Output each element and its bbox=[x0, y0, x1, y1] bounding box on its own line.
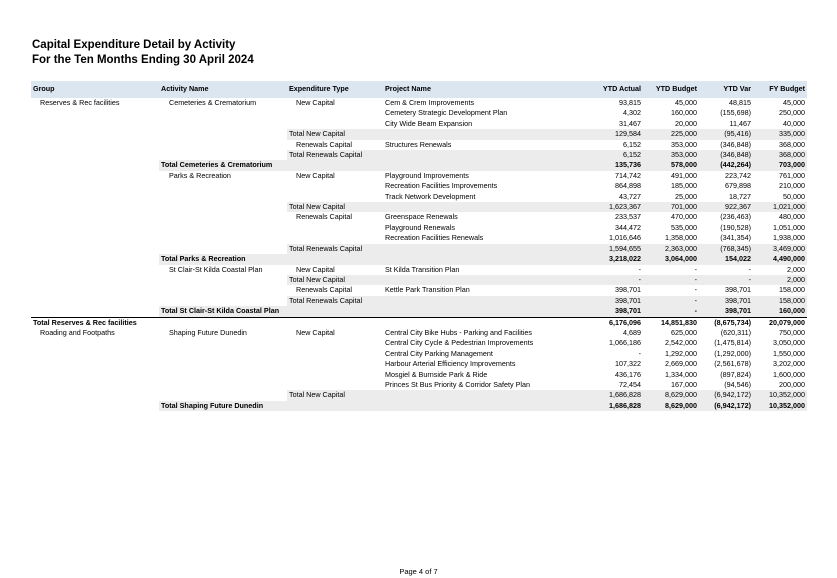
cell-ytd-var: (236,463) bbox=[720, 212, 751, 222]
cell-ytd-var: 11,467 bbox=[729, 118, 751, 128]
cell-ytd-actual: 31,467 bbox=[619, 118, 641, 128]
table-row bbox=[31, 306, 807, 317]
cell-ytd-actual: 1,686,828 bbox=[579, 401, 643, 411]
cell-activity bbox=[159, 140, 287, 150]
table-row bbox=[31, 328, 807, 338]
cell-group: Total Reserves & Rec facilities bbox=[31, 317, 159, 328]
cell-ytd-var: (897,824) bbox=[720, 369, 751, 379]
cell-fy-budget: 250,000 bbox=[779, 108, 805, 118]
cell-ytd-actual: 1,066,186 bbox=[609, 338, 641, 348]
table-header-row bbox=[31, 81, 807, 98]
cell-ytd-budget: 491,000 bbox=[671, 170, 697, 180]
cell-ytd-budget: - bbox=[694, 264, 697, 274]
cell-ytd-var: 922,367 bbox=[699, 202, 753, 212]
col-header-fy-budget: FY Budget bbox=[753, 81, 807, 98]
cell-project: Central City Parking Management bbox=[385, 348, 493, 358]
cell-ytd-var: (6,942,172) bbox=[699, 390, 753, 400]
cell-group bbox=[31, 275, 159, 285]
cell-ytd-var: 48,815 bbox=[729, 98, 751, 107]
cell-exptype: Renewals Capital bbox=[296, 285, 352, 295]
cell-ytd-actual: 3,218,022 bbox=[579, 254, 643, 264]
table-row bbox=[31, 202, 807, 212]
table-row bbox=[31, 265, 807, 275]
cell-ytd-actual: 4,302 bbox=[623, 108, 641, 118]
cell-ytd-var: 18,727 bbox=[729, 191, 751, 201]
cell-ytd-actual: 436,176 bbox=[615, 369, 641, 379]
cell-project: Greenspace Renewals bbox=[385, 212, 458, 222]
cell-ytd-actual: 93,815 bbox=[619, 98, 641, 107]
cell-fy-budget: 750,000 bbox=[779, 327, 805, 337]
cell-group bbox=[31, 338, 159, 348]
cell-ytd-var: 679,898 bbox=[725, 181, 751, 191]
cell-ytd-budget: - bbox=[643, 296, 699, 306]
cell-exptype bbox=[287, 254, 383, 264]
report-header bbox=[32, 38, 254, 68]
cell-ytd-budget: 701,000 bbox=[643, 202, 699, 212]
cell-activity: Parks & Recreation bbox=[169, 170, 231, 180]
cell-ytd-budget: 353,000 bbox=[643, 150, 699, 160]
cell-activity bbox=[159, 296, 287, 306]
table-row bbox=[31, 338, 807, 348]
cell-ytd-var: - bbox=[748, 264, 751, 274]
table-row bbox=[31, 223, 807, 233]
cell-ytd-var: (1,475,814) bbox=[714, 338, 751, 348]
col-header-ytd-var: YTD Var bbox=[699, 81, 753, 98]
cell-ytd-actual: 6,176,096 bbox=[579, 317, 643, 328]
cell-ytd-budget: 1,292,000 bbox=[665, 348, 697, 358]
cell-ytd-budget: 2,363,000 bbox=[643, 244, 699, 254]
cell-group bbox=[31, 390, 159, 400]
cell-ytd-actual: 107,322 bbox=[615, 359, 641, 369]
table-row bbox=[31, 244, 807, 254]
cell-ytd-budget: - bbox=[643, 306, 699, 317]
cell-ytd-budget: 20,000 bbox=[675, 118, 697, 128]
cell-exptype: Total Renewals Capital bbox=[287, 296, 383, 306]
table-row bbox=[31, 108, 807, 118]
cell-project bbox=[383, 202, 579, 212]
cell-ytd-budget: 578,000 bbox=[643, 160, 699, 170]
cell-group: Roading and Footpaths bbox=[40, 327, 115, 337]
cell-exptype: Total New Capital bbox=[287, 390, 383, 400]
cell-activity bbox=[159, 119, 287, 129]
cell-fy-budget: 40,000 bbox=[783, 118, 805, 128]
col-header-group: Group bbox=[31, 81, 159, 98]
cell-ytd-budget: 225,000 bbox=[643, 129, 699, 139]
report-subtitle: For the Ten Months Ending 30 April 2024 bbox=[32, 54, 254, 66]
cell-activity bbox=[159, 275, 287, 285]
cell-activity: St Clair-St Kilda Coastal Plan bbox=[169, 264, 263, 274]
cell-fy-budget: 158,000 bbox=[753, 296, 807, 306]
cell-fy-budget: 210,000 bbox=[779, 181, 805, 191]
cell-ytd-actual: 6,152 bbox=[623, 139, 641, 149]
cell-exptype bbox=[287, 192, 383, 202]
report-title: Capital Expenditure Detail by Activity bbox=[32, 39, 236, 51]
table-row bbox=[31, 140, 807, 150]
cell-ytd-var: (155,698) bbox=[720, 108, 751, 118]
cell-group bbox=[31, 233, 159, 243]
cell-ytd-var: (346,848) bbox=[720, 139, 751, 149]
col-header-exptype: Expenditure Type bbox=[287, 81, 383, 98]
table-row bbox=[31, 296, 807, 306]
cell-ytd-var: 398,701 bbox=[699, 296, 753, 306]
cell-ytd-budget: 8,629,000 bbox=[643, 390, 699, 400]
cell-fy-budget: 160,000 bbox=[753, 306, 807, 317]
cell-exptype bbox=[287, 317, 383, 328]
cell-project bbox=[383, 129, 579, 139]
cell-group bbox=[31, 296, 159, 306]
cell-activity bbox=[159, 317, 287, 328]
cell-activity bbox=[159, 285, 287, 295]
cell-fy-budget: 158,000 bbox=[779, 285, 805, 295]
cell-ytd-budget: 625,000 bbox=[671, 327, 697, 337]
cell-exptype bbox=[287, 160, 383, 170]
cell-project: Track Network Development bbox=[385, 191, 476, 201]
cell-exptype: New Capital bbox=[296, 264, 335, 274]
cell-activity bbox=[159, 108, 287, 118]
cell-group bbox=[31, 285, 159, 295]
cell-ytd-var: (620,311) bbox=[720, 327, 751, 337]
table-row bbox=[31, 401, 807, 411]
cell-ytd-actual: 1,594,655 bbox=[579, 244, 643, 254]
table-row bbox=[31, 285, 807, 295]
cell-fy-budget: 2,000 bbox=[787, 264, 805, 274]
cell-ytd-actual: - bbox=[638, 348, 641, 358]
cell-group bbox=[31, 150, 159, 160]
col-header-ytd-actual: YTD Actual bbox=[579, 81, 643, 98]
cell-group bbox=[31, 370, 159, 380]
cell-exptype bbox=[287, 181, 383, 191]
cell-ytd-budget: 535,000 bbox=[671, 222, 697, 232]
cell-ytd-actual: 43,727 bbox=[619, 191, 641, 201]
cell-fy-budget: 10,352,000 bbox=[753, 401, 807, 411]
cell-project: Harbour Arterial Efficiency Improvements bbox=[385, 359, 516, 369]
cell-fy-budget: 480,000 bbox=[779, 212, 805, 222]
cell-ytd-actual: 344,472 bbox=[615, 222, 641, 232]
cell-exptype bbox=[287, 380, 383, 390]
cell-exptype bbox=[287, 119, 383, 129]
cell-fy-budget: 1,021,000 bbox=[753, 202, 807, 212]
cell-ytd-budget: 25,000 bbox=[675, 191, 697, 201]
cell-group bbox=[31, 202, 159, 212]
cell-fy-budget: 1,550,000 bbox=[773, 348, 805, 358]
cell-project bbox=[383, 244, 579, 254]
cell-ytd-budget: 185,000 bbox=[671, 181, 697, 191]
cell-activity: Shaping Future Dunedin bbox=[169, 327, 247, 337]
cell-ytd-actual: 398,701 bbox=[615, 285, 641, 295]
cell-ytd-var: (442,264) bbox=[699, 160, 753, 170]
cell-activity bbox=[159, 181, 287, 191]
cell-ytd-var: 223,742 bbox=[725, 170, 751, 180]
page-number: Page 4 of 7 bbox=[399, 567, 438, 576]
cell-ytd-budget: 353,000 bbox=[671, 139, 697, 149]
table-row bbox=[31, 160, 807, 170]
cell-ytd-var: (8,675,734) bbox=[699, 317, 753, 328]
cell-ytd-budget: 8,629,000 bbox=[643, 401, 699, 411]
cell-exptype: New Capital bbox=[296, 327, 335, 337]
cell-ytd-var: (1,292,000) bbox=[714, 348, 751, 358]
cell-activity bbox=[159, 349, 287, 359]
cell-activity: Total Cemeteries & Crematorium bbox=[159, 160, 287, 170]
cell-ytd-actual: 135,736 bbox=[579, 160, 643, 170]
cell-ytd-var: (94,546) bbox=[724, 379, 751, 389]
cell-fy-budget: 3,469,000 bbox=[753, 244, 807, 254]
cell-fy-budget: 368,000 bbox=[779, 139, 805, 149]
cell-ytd-actual: 864,898 bbox=[615, 181, 641, 191]
table-row bbox=[31, 233, 807, 243]
cell-group bbox=[31, 108, 159, 118]
cell-fy-budget: 368,000 bbox=[753, 150, 807, 160]
cell-activity bbox=[159, 223, 287, 233]
table-row bbox=[31, 129, 807, 139]
cell-fy-budget: 335,000 bbox=[753, 129, 807, 139]
cell-project: Central City Cycle & Pedestrian Improvements bbox=[385, 338, 534, 348]
cell-group bbox=[31, 223, 159, 233]
col-header-project: Project Name bbox=[383, 81, 579, 98]
col-header-ytd-budget: YTD Budget bbox=[643, 81, 699, 98]
cell-ytd-actual: 398,701 bbox=[579, 306, 643, 317]
table-row bbox=[31, 171, 807, 181]
cell-project: Playground Renewals bbox=[385, 222, 455, 232]
table-row bbox=[31, 349, 807, 359]
cell-exptype: Total Renewals Capital bbox=[287, 150, 383, 160]
cell-ytd-var: (95,416) bbox=[699, 129, 753, 139]
cell-exptype bbox=[287, 370, 383, 380]
cell-project: Princes St Bus Priority & Corridor Safety Plan bbox=[385, 379, 530, 389]
cell-exptype bbox=[287, 349, 383, 359]
cell-project: St Kilda Transition Plan bbox=[385, 264, 460, 274]
cell-group bbox=[31, 171, 159, 181]
cell-ytd-var: (190,528) bbox=[720, 222, 751, 232]
cell-ytd-var: 398,701 bbox=[725, 285, 751, 295]
cell-project bbox=[383, 160, 579, 170]
cell-fy-budget: 1,938,000 bbox=[773, 233, 805, 243]
cell-activity bbox=[159, 244, 287, 254]
cell-fy-budget: 45,000 bbox=[783, 98, 805, 107]
cell-group bbox=[31, 119, 159, 129]
table-row bbox=[31, 181, 807, 191]
cell-group bbox=[31, 244, 159, 254]
cell-ytd-budget: - bbox=[643, 275, 699, 285]
cell-exptype: Renewals Capital bbox=[296, 212, 352, 222]
cell-activity bbox=[159, 370, 287, 380]
cell-ytd-budget: 1,334,000 bbox=[665, 369, 697, 379]
cell-project: Cem & Crem Improvements bbox=[385, 98, 475, 107]
cell-activity bbox=[159, 212, 287, 222]
cell-project: Cemetery Strategic Development Plan bbox=[385, 108, 508, 118]
cell-ytd-budget: 14,851,830 bbox=[643, 317, 699, 328]
cell-activity bbox=[159, 380, 287, 390]
cell-ytd-actual: - bbox=[579, 275, 643, 285]
table-row bbox=[31, 119, 807, 129]
cell-ytd-var: 398,701 bbox=[699, 306, 753, 317]
cell-ytd-budget: 160,000 bbox=[671, 108, 697, 118]
cell-exptype bbox=[287, 233, 383, 243]
cell-activity: Total Parks & Recreation bbox=[159, 254, 287, 264]
table-row bbox=[31, 98, 807, 108]
cell-fy-budget: 1,600,000 bbox=[773, 369, 805, 379]
cell-ytd-budget: - bbox=[694, 285, 697, 295]
table-row bbox=[31, 212, 807, 222]
table-body bbox=[31, 98, 807, 411]
cell-project: Playground Improvements bbox=[385, 170, 469, 180]
cell-ytd-budget: 470,000 bbox=[671, 212, 697, 222]
cell-project bbox=[383, 306, 579, 317]
cell-ytd-budget: 2,669,000 bbox=[665, 359, 697, 369]
cell-exptype bbox=[287, 338, 383, 348]
cell-group bbox=[31, 359, 159, 369]
cell-fy-budget: 4,490,000 bbox=[753, 254, 807, 264]
cell-fy-budget: 3,050,000 bbox=[773, 338, 805, 348]
cell-group bbox=[31, 401, 159, 411]
cell-project bbox=[383, 401, 579, 411]
cell-ytd-budget: 167,000 bbox=[671, 379, 697, 389]
cell-fy-budget: 3,202,000 bbox=[773, 359, 805, 369]
cell-activity bbox=[159, 233, 287, 243]
cell-ytd-budget: 1,358,000 bbox=[665, 233, 697, 243]
table-row bbox=[31, 254, 807, 264]
cell-activity: Cemeteries & Crematorium bbox=[169, 98, 257, 107]
table-row bbox=[31, 150, 807, 160]
cell-exptype: New Capital bbox=[296, 170, 335, 180]
cell-group: Reserves & Rec facilities bbox=[40, 98, 120, 107]
cell-activity: Total Shaping Future Dunedin bbox=[159, 401, 287, 411]
cell-project: Mosgiel & Burnside Park & Ride bbox=[385, 369, 488, 379]
cell-ytd-var: (341,354) bbox=[720, 233, 751, 243]
table-row bbox=[31, 275, 807, 285]
table-row bbox=[31, 380, 807, 390]
cell-exptype: New Capital bbox=[296, 98, 335, 107]
cell-group bbox=[31, 349, 159, 359]
cell-activity bbox=[159, 150, 287, 160]
cell-group bbox=[31, 306, 159, 317]
cell-ytd-actual: 233,537 bbox=[615, 212, 641, 222]
cell-group bbox=[31, 212, 159, 222]
cell-project bbox=[383, 254, 579, 264]
cell-project bbox=[383, 390, 579, 400]
cell-ytd-actual: 1,016,646 bbox=[609, 233, 641, 243]
col-header-activity: Activity Name bbox=[159, 81, 287, 98]
cell-group bbox=[31, 254, 159, 264]
cell-group bbox=[31, 181, 159, 191]
cell-ytd-actual: 1,686,828 bbox=[579, 390, 643, 400]
cell-activity bbox=[159, 129, 287, 139]
cell-exptype: Total Renewals Capital bbox=[287, 244, 383, 254]
cell-activity bbox=[159, 338, 287, 348]
table-row bbox=[31, 370, 807, 380]
cell-ytd-var: (768,345) bbox=[699, 244, 753, 254]
table-row bbox=[31, 192, 807, 202]
cell-fy-budget: 761,000 bbox=[779, 170, 805, 180]
cell-ytd-actual: 398,701 bbox=[579, 296, 643, 306]
cell-group bbox=[31, 265, 159, 275]
capex-table bbox=[31, 81, 807, 411]
cell-exptype bbox=[287, 359, 383, 369]
cell-project bbox=[383, 150, 579, 160]
cell-ytd-var: - bbox=[699, 275, 753, 285]
cell-exptype: Total New Capital bbox=[287, 129, 383, 139]
table-row bbox=[31, 390, 807, 400]
cell-ytd-budget: 3,064,000 bbox=[643, 254, 699, 264]
cell-exptype bbox=[287, 401, 383, 411]
cell-project: Structures Renewals bbox=[385, 139, 452, 149]
table-row bbox=[31, 317, 807, 328]
cell-ytd-actual: 1,623,367 bbox=[579, 202, 643, 212]
cell-fy-budget: 200,000 bbox=[779, 379, 805, 389]
cell-group bbox=[31, 192, 159, 202]
cell-ytd-var: (6,942,172) bbox=[699, 401, 753, 411]
cell-ytd-actual: 72,454 bbox=[619, 379, 641, 389]
cell-exptype bbox=[287, 306, 383, 317]
cell-ytd-actual: - bbox=[638, 264, 641, 274]
cell-exptype: Renewals Capital bbox=[296, 139, 352, 149]
cell-activity bbox=[159, 202, 287, 212]
cell-project bbox=[383, 296, 579, 306]
cell-ytd-var: (346,848) bbox=[699, 150, 753, 160]
cell-fy-budget: 20,079,000 bbox=[753, 317, 807, 328]
cell-ytd-actual: 6,152 bbox=[579, 150, 643, 160]
cell-exptype: Total New Capital bbox=[287, 202, 383, 212]
table-row bbox=[31, 359, 807, 369]
cell-ytd-actual: 129,584 bbox=[579, 129, 643, 139]
cell-activity: Total St Clair-St Kilda Coastal Plan bbox=[159, 306, 287, 317]
cell-project bbox=[383, 275, 579, 285]
cell-ytd-actual: 4,689 bbox=[623, 327, 641, 337]
cell-fy-budget: 50,000 bbox=[783, 191, 805, 201]
cell-exptype: Total New Capital bbox=[287, 275, 383, 285]
cell-project: Central City Bike Hubs - Parking and Facilities bbox=[385, 327, 532, 337]
cell-fy-budget: 1,051,000 bbox=[773, 222, 805, 232]
cell-project: Recreation Facilities Renewals bbox=[385, 233, 484, 243]
cell-fy-budget: 703,000 bbox=[753, 160, 807, 170]
cell-ytd-budget: 2,542,000 bbox=[665, 338, 697, 348]
cell-ytd-var: 154,022 bbox=[699, 254, 753, 264]
cell-group bbox=[31, 129, 159, 139]
cell-ytd-actual: 714,742 bbox=[615, 170, 641, 180]
cell-group bbox=[31, 140, 159, 150]
cell-ytd-var: (2,561,678) bbox=[714, 359, 751, 369]
cell-group bbox=[31, 160, 159, 170]
cell-fy-budget: 10,352,000 bbox=[753, 390, 807, 400]
cell-project: Recreation Facilities Improvements bbox=[385, 181, 498, 191]
cell-activity bbox=[159, 390, 287, 400]
cell-group bbox=[31, 380, 159, 390]
cell-project bbox=[383, 317, 579, 328]
cell-activity bbox=[159, 359, 287, 369]
cell-exptype bbox=[287, 223, 383, 233]
cell-project: Kettle Park Transition Plan bbox=[385, 285, 470, 295]
cell-project: City Wide Beam Expansion bbox=[385, 118, 473, 128]
cell-fy-budget: 2,000 bbox=[753, 275, 807, 285]
cell-activity bbox=[159, 192, 287, 202]
cell-exptype bbox=[287, 108, 383, 118]
cell-ytd-budget: 45,000 bbox=[675, 98, 697, 107]
